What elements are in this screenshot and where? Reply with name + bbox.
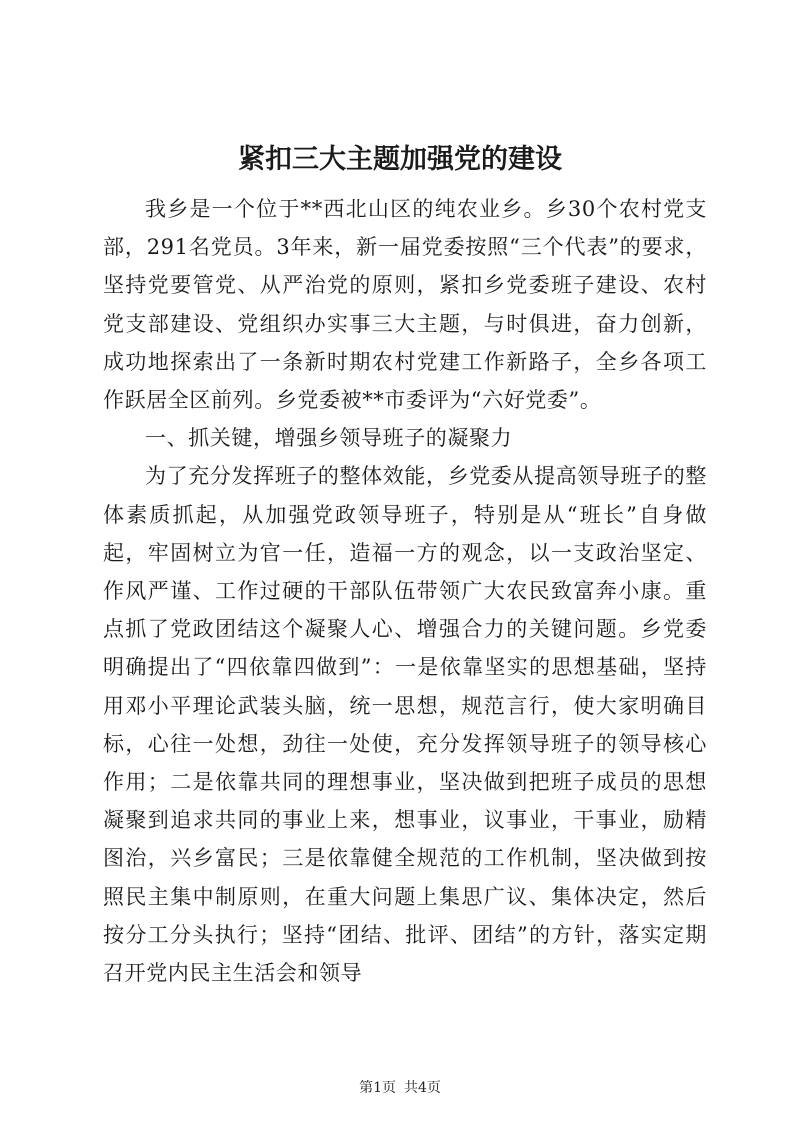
- page-number-current: 第1页: [359, 1080, 396, 1096]
- section-1-paragraph: 为了充分发挥班子的整体效能，乡党委从提高领导班子的整体素质抓起，从加强党政领导班子，特别是从“班长”自身做起，牢固树立为官一任，造福一方的观念，以一支政治坚定、作风严谨、工作过硬的干部队伍带领广大农民致富奔小康。重点抓了党政团结这个凝聚人心、增强合力的关键问题。乡党委明确提出了“四依靠四做到”：一是依靠坚实的思想基础，坚持用邓小平理论武装头脑，统一思想，规范言行，使大家明确目标，心往一处想，劲往一处使，充分发挥领导班子的领导核心作用；二是依靠共同的理想事业，坚决做到把班子成员的思想凝聚到追求共同的事业上来，想事业，议事业，干事业，励精图治，兴乡富民；三是依靠健全规范的工作机制，坚决做到按照民主集中制原则，在重大问题上集思广议、集体决定，然后按分工分头执行；坚持“团结、批评、团结”的方针，落实定期召开党内民主生活会和领导: [103, 464, 707, 986]
- page-footer: [0, 1078, 800, 1098]
- page-number-total: 共4页: [404, 1080, 441, 1096]
- document-title: 紧扣三大主题加强党的建设: [238, 144, 562, 175]
- intro-paragraph: 我乡是一个位于**西北山区的纯农业乡。乡30个农村党支部，291名党员。3年来，新一届党委按照“三个代表”的要求，坚持党要管党、从严治党的原则，紧扣乡党委班子建设、农村党支部建设、党组织办实事三大主题，与时俱进，奋力创新，成功地探索出了一条新时期农村党建工作新路子，全乡各项工作跃居全区前列。乡党委被**市委评为“六好党委”。: [103, 197, 707, 413]
- section-heading-1: 一、抓关键，增强乡领导班子的凝聚力: [145, 426, 513, 451]
- document-body: [103, 190, 707, 992]
